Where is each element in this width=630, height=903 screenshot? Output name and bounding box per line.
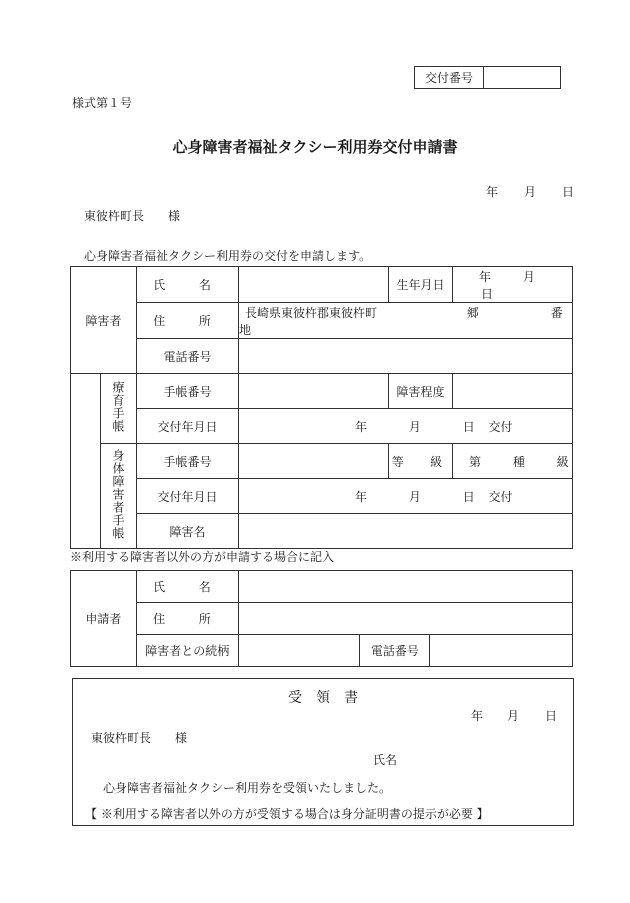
receipt-note: 【 ※利用する障害者以外の方が受領する場合は身分証明書の提示が必要 】 [85,807,489,821]
address-prefix: 長崎県東彼杵郡東彼杵町 [245,305,378,320]
relation-field[interactable] [238,635,360,667]
ryoiku-number-field[interactable] [239,374,389,409]
receipt-title: 受 領 書 [288,690,358,706]
page-title: 心身障害者福祉タクシー利用券交付申請書 [172,138,458,156]
receipt-addressee: 東彼杵町長 様 [91,731,188,745]
birth-field[interactable]: 年 月 日 [453,267,573,303]
proxy-address-field[interactable] [238,603,572,635]
shintai-issue-field[interactable]: 年 月 日 交付 [239,479,573,514]
disability-name-label: 障害名 [137,514,239,549]
name-label: 氏 名 [137,267,239,303]
relation-label: 障害者との続柄 [136,635,238,667]
receipt-signature-label: 氏名 [373,753,398,767]
ryoiku-degree-label: 障害程度 [389,374,453,409]
shintai-grade-label: 等 級 [389,444,453,479]
shintai-label: 身体障害者手帳 [101,444,137,549]
address-field[interactable] [239,303,573,339]
date-month: 月 [524,185,537,199]
receipt-number-label: 交付番号 [415,67,484,89]
receipt-date-year: 年 [471,709,484,723]
applicant-table [70,266,573,549]
receipt-number-field[interactable] [484,67,561,89]
indent-cell [71,374,101,549]
ryoiku-issue-label: 交付年月日 [137,409,239,444]
proxy-phone-field[interactable] [430,635,573,667]
shintai-grade-field[interactable]: 第 種 級 [453,444,573,479]
section-label-disabled: 障害者 [71,267,137,374]
address-banchi: 番地 [239,305,563,337]
date-year: 年 [486,185,499,199]
shintai-issue-label: 交付年月日 [137,479,239,514]
shintai-number-label: 手帳番号 [137,444,239,479]
receipt-number-box [414,66,561,89]
proxy-note: ※利用する障害者以外の方が申請する場合に記入 [70,550,335,564]
proxy-address-label: 住 所 [136,603,238,635]
name-field[interactable] [239,267,389,303]
section-label-applicant: 申請者 [71,571,137,667]
ryoiku-label: 療育手帳 [101,374,137,444]
addressee: 東彼杵町長 様 [84,209,181,223]
receipt-statement: 心身障害者福祉タクシー利用券を受領いたしました。 [103,781,392,795]
address-go: 郷 [466,305,479,320]
proxy-name-label: 氏 名 [136,571,238,603]
proxy-name-field[interactable] [238,571,572,603]
address-label: 住 所 [137,303,239,339]
receipt-date-month: 月 [507,709,520,723]
date-day: 日 [562,185,575,199]
phone-label: 電話番号 [137,339,239,374]
ryoiku-issue-field[interactable]: 年 月 日 交付 [239,409,573,444]
receipt-box [72,678,574,826]
disability-name-field[interactable] [239,514,573,549]
ryoiku-degree-field[interactable] [453,374,573,409]
receipt-date-day: 日 [545,709,558,723]
birth-label: 生年月日 [389,267,453,303]
form-number: 様式第１号 [72,96,133,110]
proxy-phone-label: 電話番号 [360,635,430,667]
ryoiku-number-label: 手帳番号 [137,374,239,409]
phone-field[interactable] [239,339,573,374]
proxy-table [70,570,573,667]
intro-text: 心身障害者福祉タクシー利用券の交付を申請します。 [84,249,372,263]
shintai-number-field[interactable] [239,444,389,479]
